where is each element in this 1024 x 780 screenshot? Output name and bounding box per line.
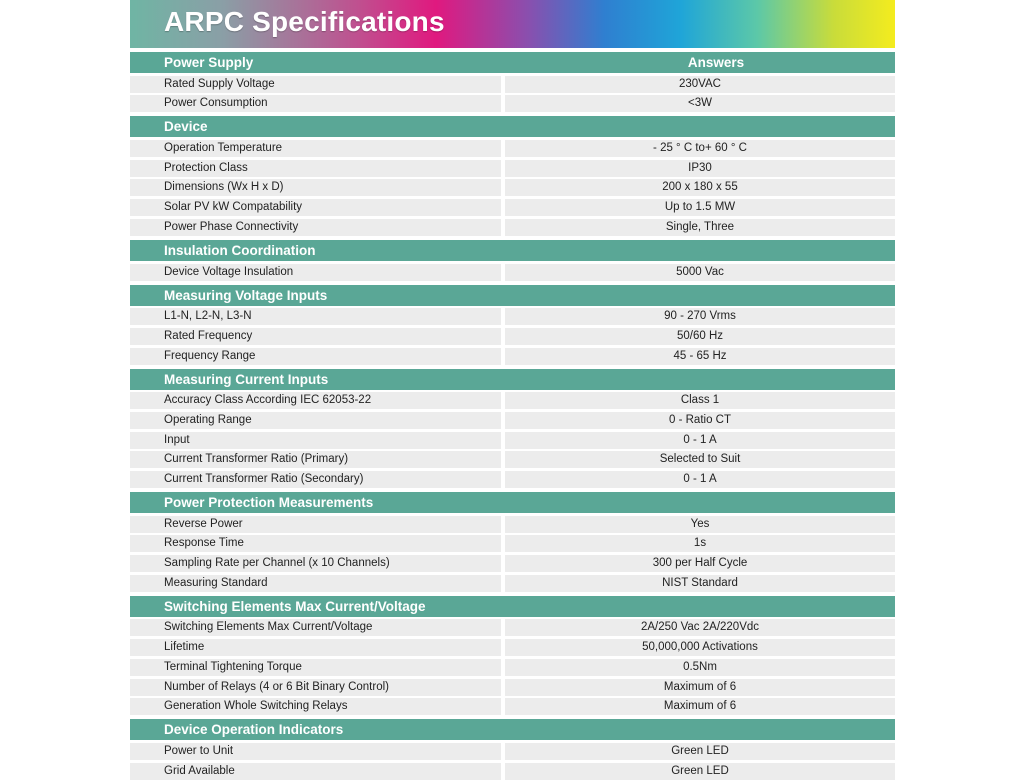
spec-value: 5000 Vac [505, 264, 895, 281]
table-row [130, 199, 895, 216]
table-row [130, 412, 895, 429]
spec-value: Maximum of 6 [505, 698, 895, 715]
spec-label: Number of Relays (4 or 6 Bit Binary Control) [130, 679, 501, 696]
spec-label: Input [130, 432, 501, 449]
spec-label: Sampling Rate per Channel (x 10 Channels) [130, 555, 501, 572]
spec-value: 200 x 180 x 55 [505, 179, 895, 196]
spec-value: 50,000,000 Activations [505, 639, 895, 656]
table-row [130, 516, 895, 533]
spec-label: Operating Range [130, 412, 501, 429]
spec-value: 0.5Nm [505, 659, 895, 676]
spec-value: IP30 [505, 160, 895, 177]
table-row [130, 432, 895, 449]
spec-value: - 25 ° C to+ 60 ° C [505, 140, 895, 157]
spec-value: Single, Three [505, 219, 895, 236]
section-title: Switching Elements Max Current/Voltage [164, 598, 426, 614]
table-row [130, 659, 895, 676]
spec-label: Response Time [130, 535, 501, 552]
spec-label: Lifetime [130, 639, 501, 656]
spec-value: 0 - 1 A [505, 471, 895, 488]
page-title: ARPC Specifications [164, 6, 445, 37]
section-title: Measuring Current Inputs [164, 371, 329, 387]
spec-label: Frequency Range [130, 348, 501, 365]
table-row [130, 698, 895, 715]
table-row [130, 328, 895, 345]
table-row [130, 264, 895, 281]
section-column-header: Answers [687, 55, 745, 70]
section-title: Power Supply [164, 55, 254, 70]
spec-label: Switching Elements Max Current/Voltage [130, 619, 501, 636]
spec-label: Solar PV kW Compatability [130, 199, 501, 216]
spec-value: 90 - 270 Vrms [505, 308, 895, 325]
table-row [130, 308, 895, 325]
spec-value: <3W [505, 95, 895, 112]
spec-value: Class 1 [505, 392, 895, 409]
section-header [130, 492, 895, 513]
spec-label: Generation Whole Switching Relays [130, 698, 501, 715]
section-header [130, 116, 895, 137]
spec-value: Green LED [505, 743, 895, 760]
section-title: Power Protection Measurements [164, 495, 374, 510]
section-header [130, 719, 895, 740]
table-row [130, 763, 895, 780]
spec-value: NIST Standard [505, 575, 895, 592]
spec-value: Green LED [505, 763, 895, 780]
table-row [130, 95, 895, 112]
spec-value: Yes [505, 516, 895, 533]
section-header [130, 596, 895, 617]
spec-label: Rated Frequency [130, 328, 501, 345]
table-row [130, 348, 895, 365]
spec-value: 45 - 65 Hz [505, 348, 895, 365]
table-row [130, 619, 895, 636]
section-title: Insulation Coordination [164, 242, 316, 258]
section-header [130, 285, 895, 306]
spec-label: Dimensions (Wx H x D) [130, 179, 501, 196]
spec-label: Protection Class [130, 160, 501, 177]
section-header [130, 240, 895, 261]
section-title: Device Operation Indicators [164, 722, 344, 738]
table-row [130, 140, 895, 157]
spec-label: Device Voltage Insulation [130, 264, 501, 281]
spec-label: Operation Temperature [130, 140, 501, 157]
table-row [130, 219, 895, 236]
spec-value: 2A/250 Vac 2A/220Vdc [505, 619, 895, 636]
spec-value: 230VAC [505, 76, 895, 93]
spec-table [130, 52, 895, 780]
table-row [130, 471, 895, 488]
spec-value: 300 per Half Cycle [505, 555, 895, 572]
table-row [130, 76, 895, 93]
spec-label: Accuracy Class According IEC 62053-22 [130, 392, 501, 409]
spec-label: Current Transformer Ratio (Primary) [130, 451, 501, 468]
table-row [130, 575, 895, 592]
spec-label: Power to Unit [130, 743, 501, 760]
spec-value: 1s [505, 535, 895, 552]
spec-value: Selected to Suit [505, 451, 895, 468]
table-row [130, 555, 895, 572]
spec-label: Terminal Tightening Torque [130, 659, 501, 676]
spec-value: 50/60 Hz [505, 328, 895, 345]
table-row [130, 743, 895, 760]
spec-sheet [130, 0, 895, 777]
spec-label: Measuring Standard [130, 575, 501, 592]
table-row [130, 179, 895, 196]
table-row [130, 451, 895, 468]
spec-value: Up to 1.5 MW [505, 199, 895, 216]
section-title: Device [164, 119, 208, 135]
spec-label: Rated Supply Voltage [130, 76, 501, 93]
spec-label: Current Transformer Ratio (Secondary) [130, 471, 501, 488]
section-title: Measuring Voltage Inputs [164, 287, 328, 303]
title-banner [130, 0, 895, 48]
table-row [130, 392, 895, 409]
table-row [130, 679, 895, 696]
spec-value: 0 - Ratio CT [505, 412, 895, 429]
section-header [130, 52, 895, 73]
spec-label: Power Consumption [130, 95, 501, 112]
table-row [130, 160, 895, 177]
table-row [130, 639, 895, 656]
section-header [130, 369, 895, 390]
spec-label: Power Phase Connectivity [130, 219, 501, 236]
table-row [130, 535, 895, 552]
spec-value: 0 - 1 A [505, 432, 895, 449]
spec-label: L1-N, L2-N, L3-N [130, 308, 501, 325]
spec-value: Maximum of 6 [505, 679, 895, 696]
spec-label: Grid Available [130, 763, 501, 780]
spec-label: Reverse Power [130, 516, 501, 533]
